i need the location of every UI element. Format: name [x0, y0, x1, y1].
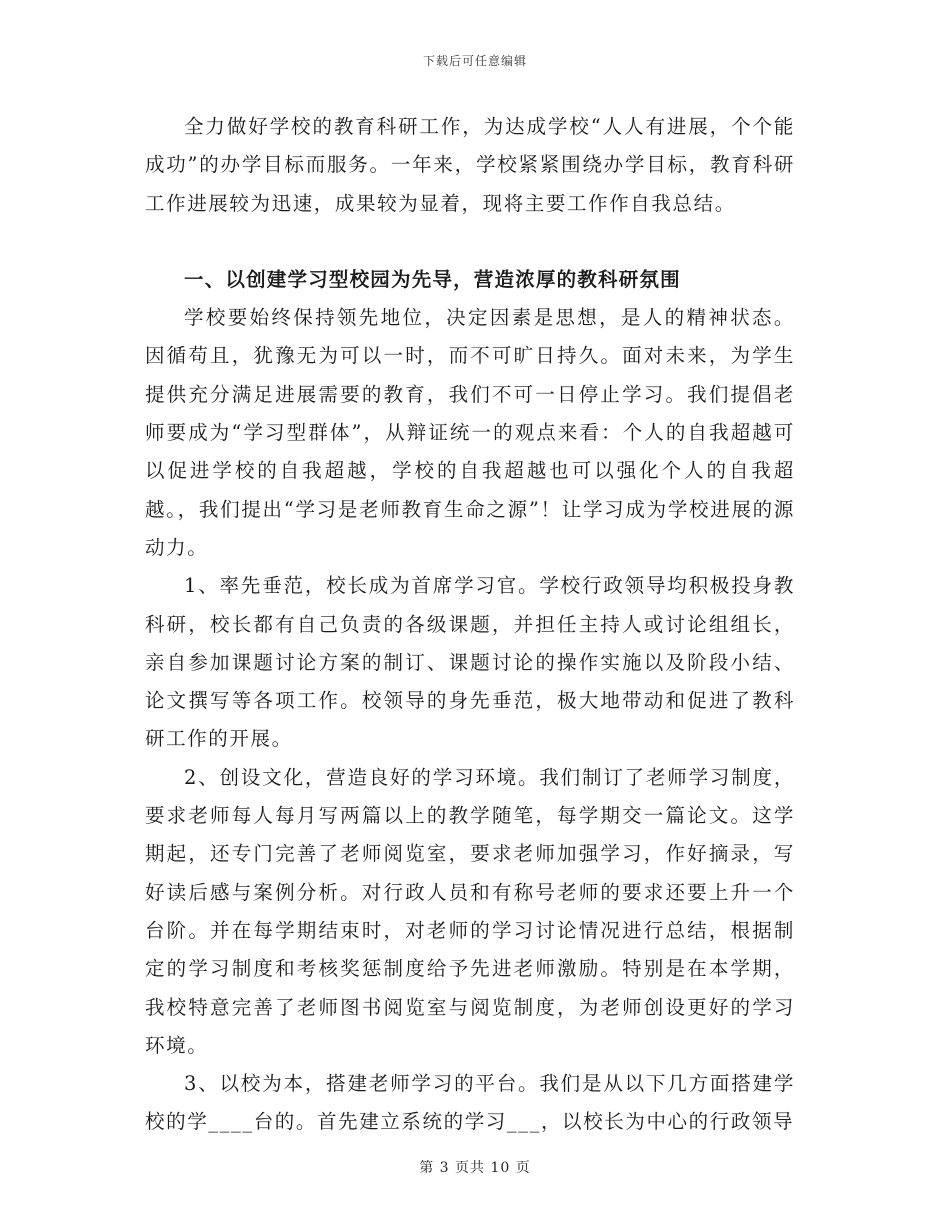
page-number: 第 3 页共 10 页: [419, 1160, 531, 1176]
section-heading: 一、以创建学习型校园为先导，营造浓厚的教科研氛围: [184, 267, 681, 291]
document-body: [145, 108, 795, 1142]
list-item-2: 2、创设文化，营造良好的学习环境。我们制订了老师学习制度，要求老师每人每月写两篇以上的教学随笔，每学期交一篇论文。这学期起，还专门完善了老师阅览室，要求老师加强学习，作好摘录，写好读后感与案例分析。对行政人员和有称号老师的要求还要上升一个台阶。并在每学期结束时，对老师的学习讨论情况进行总结，根据制定的学习制度和考核奖惩制度给予先进老师激励。特别是在本学期，我校特意完善了老师图书阅览室与阅览制度，为老师创设更好的学习环境。: [145, 765, 795, 1057]
page-header-note: 下载后可任意编辑: [422, 54, 527, 68]
list-item-1: 1、率先垂范，校长成为首席学习官。学校行政领导均积极投身教科研，校长都有自己负责的各级课题，并担任主持人或讨论组组长，亲自参加课题讨论方案的制订、课题讨论的操作实施以及阶段小结、论文撰写等各项工作。校领导的身先垂范，极大地带动和促进了教科研工作的开展。: [145, 574, 795, 751]
list-item-3: 3、以校为本，搭建老师学习的平台。我们是从以下几方面搭建学校的学____台的。首先建立系统的学习___，以校长为中心的行政领导: [145, 1072, 795, 1134]
section-paragraph: 学校要始终保持领先地位，决定因素是思想，是人的精神状态。因循苟且，犹豫无为可以一时，而不可旷日持久。面对未来，为学生提供充分满足进展需要的教育，我们不可一日停止学习。我们提倡老师要成为“学习型群体”，从辩证统一的观点来看：个人的自我超越可以促进学校的自我超越，学校的自我超越也可以强化个人的自我超越。，我们提出“学习是老师教育生命之源”！让学习成为学校进展的源动力。: [145, 306, 795, 559]
intro-paragraph: 全力做好学校的教育科研工作，为达成学校“人人有进展，个个能成功”的办学目标而服务。一年来，学校紧紧围绕办学目标，教育科研工作进展较为迅速，成果较为显着，现将主要工作作自我总结。: [145, 115, 795, 215]
